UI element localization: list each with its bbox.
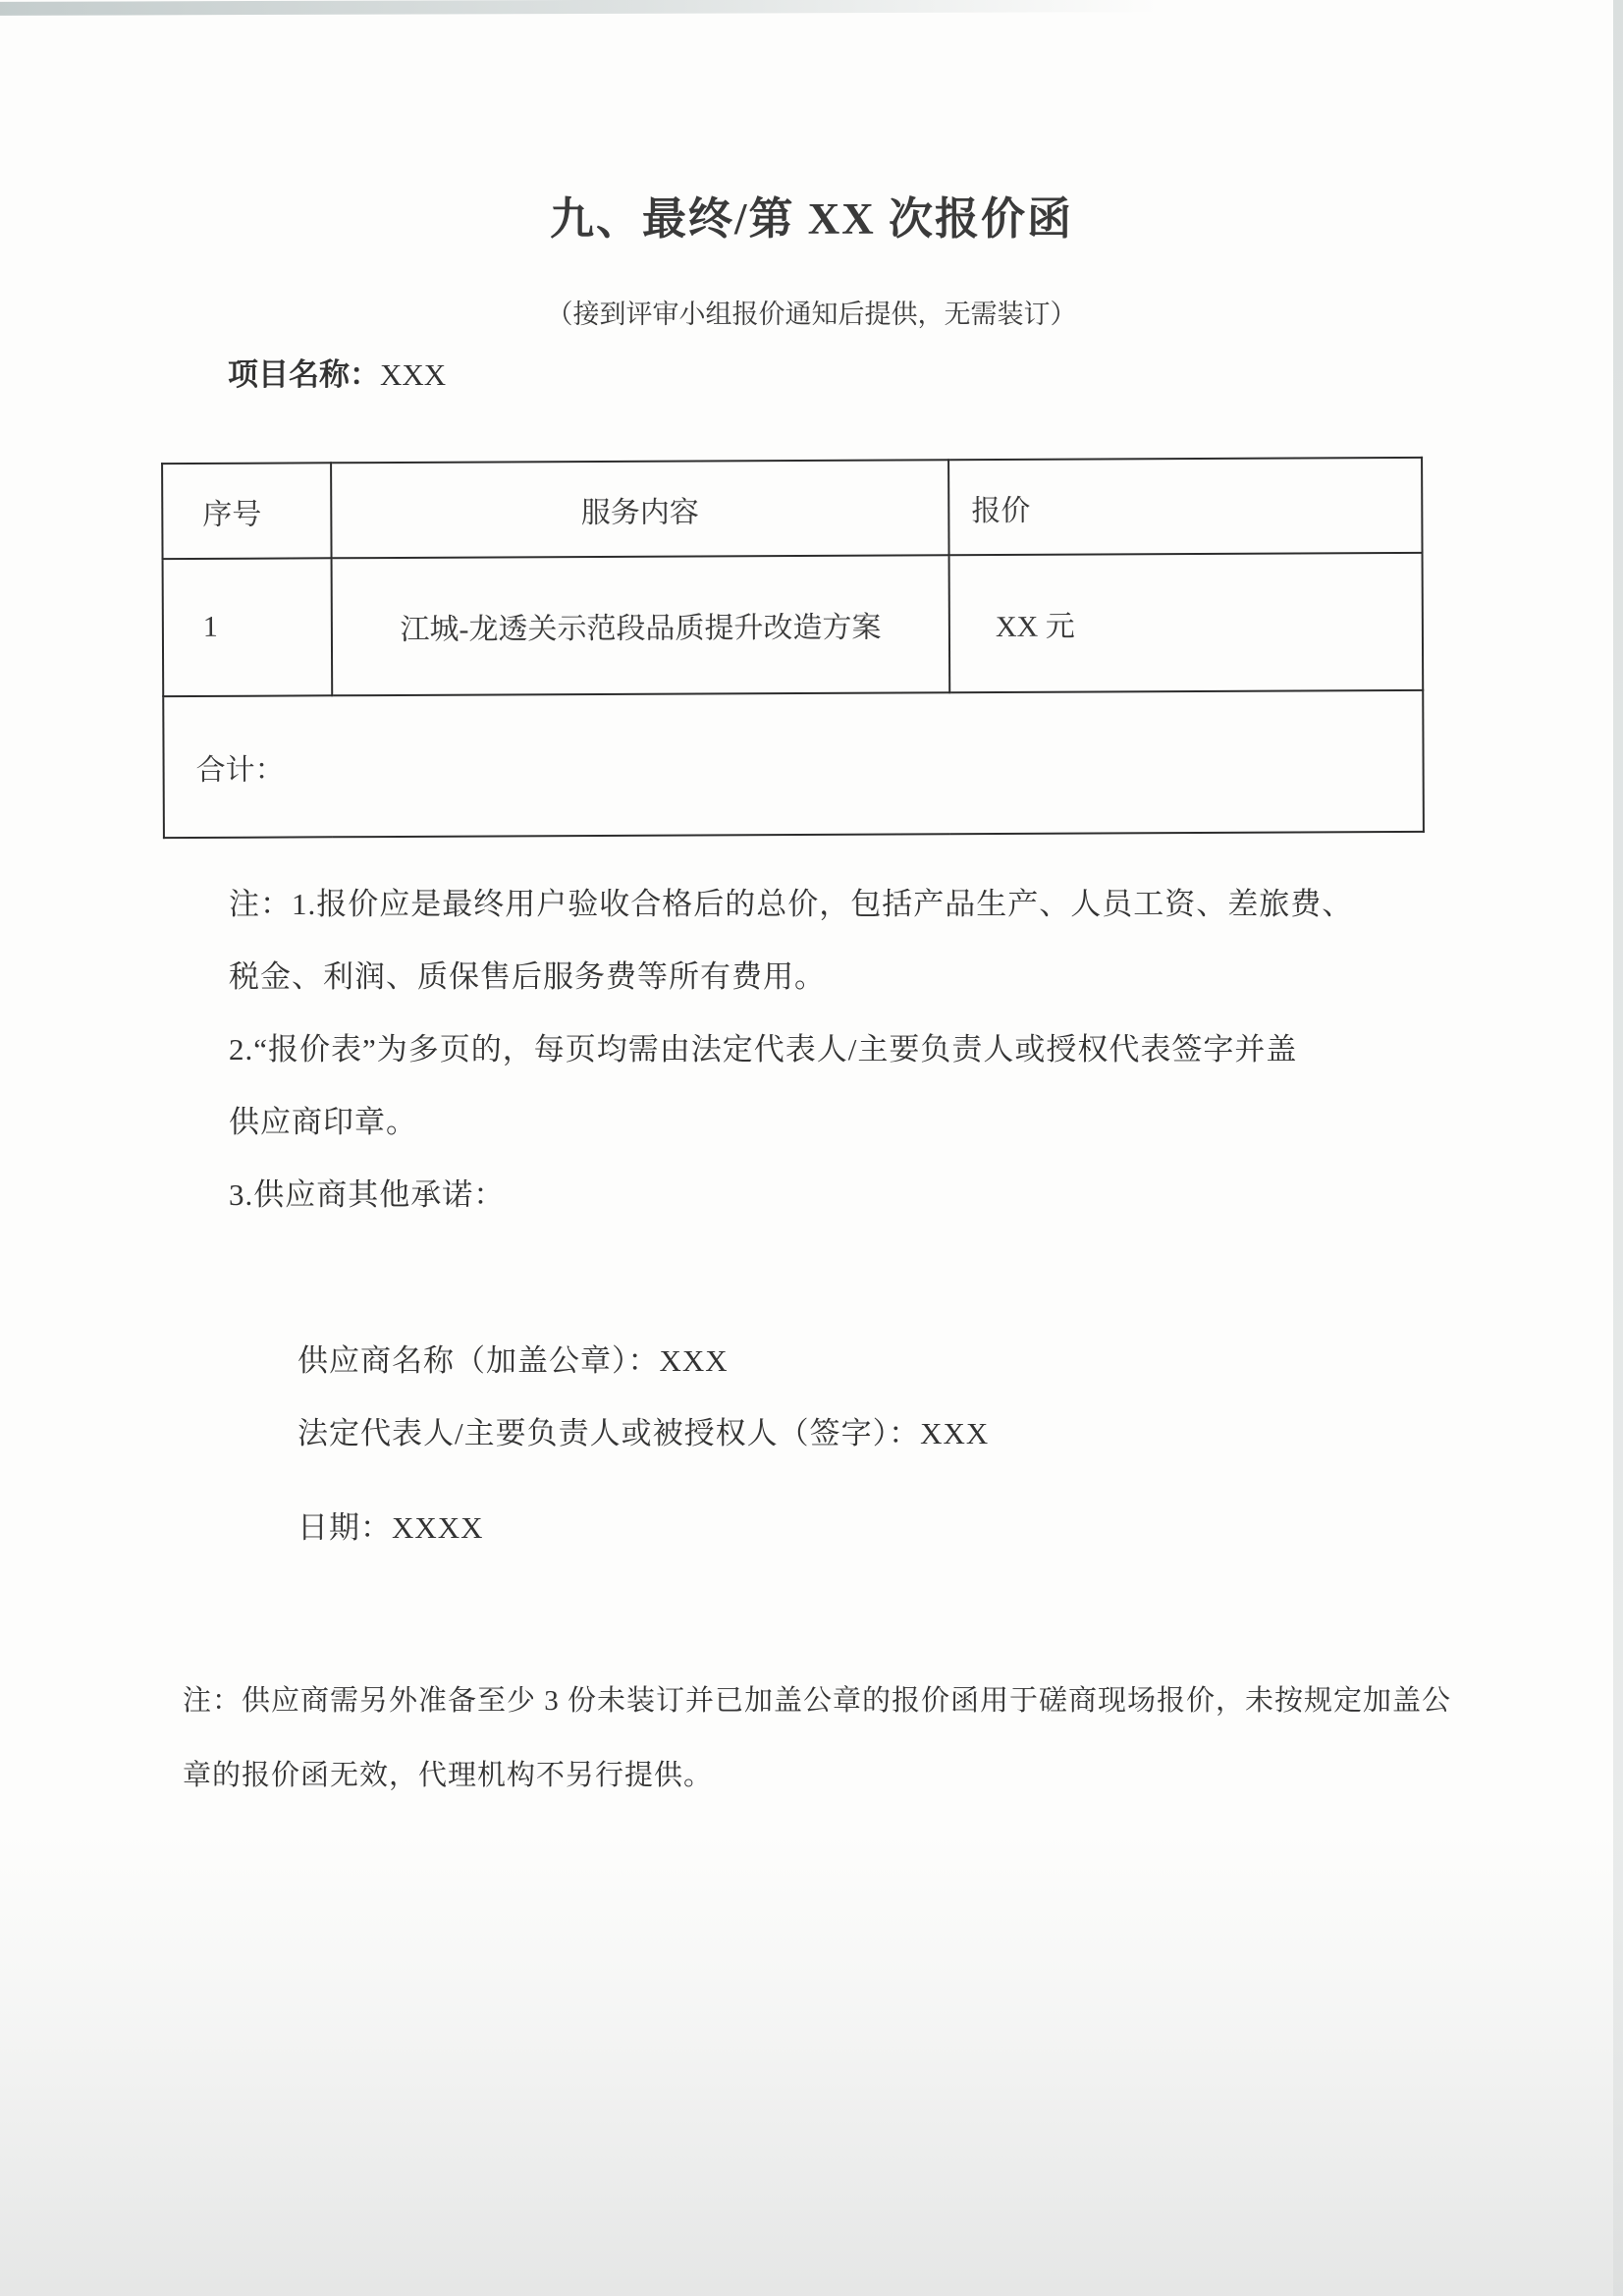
date-line: 日期：XXXX	[298, 1510, 484, 1545]
total-label-cell: 合计：	[163, 690, 1424, 838]
table-total-row	[163, 690, 1424, 838]
project-name-value: XXX	[380, 357, 447, 392]
header-cell-service-content: 服务内容	[331, 460, 948, 558]
table-header-row	[162, 458, 1422, 559]
table-row	[163, 553, 1424, 696]
document-title: 九、最终/第 XX 次报价函	[550, 194, 1073, 244]
legal-representative-line: 法定代表人/主要负责人或被授权人（签字）：XXX	[298, 1416, 990, 1450]
note-line-3: 2.“报价表”为多页的，每页均需由法定代表人/主要负责人或授权代表签字并盖	[229, 1032, 1298, 1066]
header-cell-serial-number: 序号	[162, 463, 331, 559]
quotation-table	[161, 457, 1425, 839]
supplier-name-line: 供应商名称（加盖公章）：XXX	[298, 1343, 729, 1378]
scan-shading-artifact-bottom	[0, 1834, 1623, 2296]
note-line-1: 注：1.报价应是最终用户验收合格后的总价，包括产品生产、人员工资、差旅费、	[229, 887, 1354, 921]
note-line-5: 3.供应商其他承诺：	[229, 1177, 506, 1212]
row-cell-service-content: 江城-龙透关示范段品质提升改造方案	[332, 555, 950, 695]
row-cell-quote: XX 元	[949, 553, 1424, 692]
header-cell-quote: 报价	[948, 458, 1422, 555]
scan-edge-artifact-top	[0, 0, 1159, 16]
note-line-4: 供应商印章。	[229, 1105, 417, 1139]
project-name-label: 项目名称：	[228, 357, 380, 392]
note-line-2: 税金、利润、质保售后服务费等所有费用。	[229, 959, 826, 994]
footer-note-line-1: 注：供应商需另外准备至少 3 份未装订并已加盖公章的报价函用于磋商现场报价，未按规定加盖公	[183, 1685, 1452, 1717]
document-subtitle: （接到评审小组报价通知后提供，无需装订）	[546, 300, 1077, 329]
notes-block	[229, 868, 1436, 1231]
project-name-line	[228, 350, 446, 394]
footer-note-line-2: 章的报价函无效，代理机构不另行提供。	[183, 1760, 714, 1791]
row-cell-serial-number: 1	[163, 558, 333, 696]
footer-note-block	[183, 1664, 1459, 1813]
